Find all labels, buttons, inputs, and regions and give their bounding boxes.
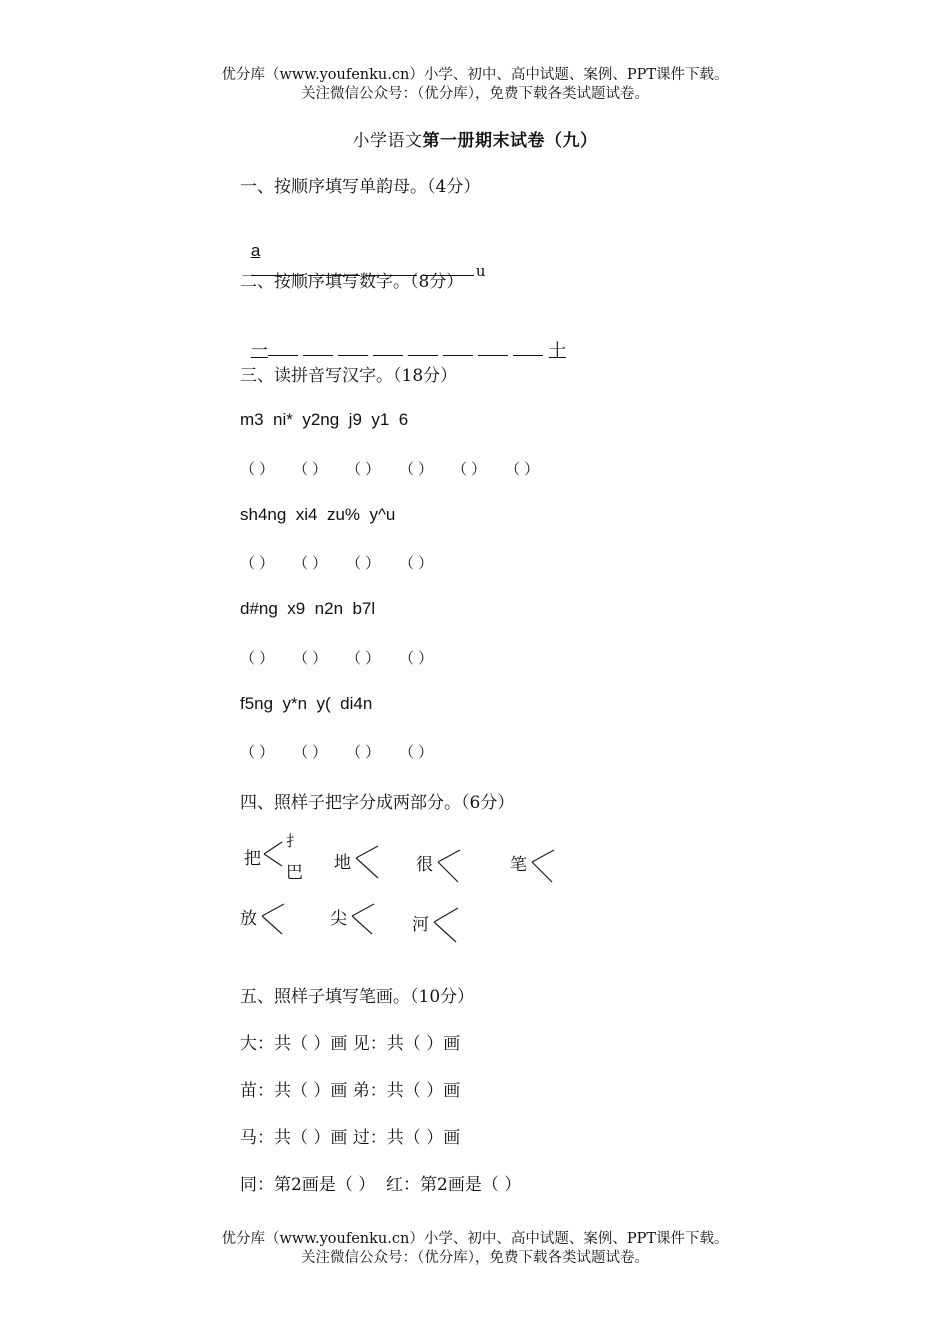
split-char: 河 <box>412 915 429 935</box>
section2-heading: 二、按顺序填写数字。（8分） <box>240 272 464 292</box>
split-lines-icon <box>240 898 330 958</box>
answer-paren[interactable]: （ ） <box>240 744 275 761</box>
answer-paren[interactable]: （ ） <box>505 461 540 478</box>
blank[interactable] <box>373 341 403 356</box>
footer-line-2: 关注微信公众号：（优分库），免费下载各类试题试卷。 <box>301 1250 649 1266</box>
blank[interactable] <box>513 341 543 356</box>
split-part-bottom: 巴 <box>286 863 303 883</box>
split-example-ba <box>242 830 332 890</box>
header-line-2: 关注微信公众号：（优分库），免费下载各类试题试卷。 <box>301 86 649 102</box>
split-lines-icon <box>334 842 424 902</box>
section2-answer-line <box>240 316 566 361</box>
split-item-di <box>334 842 424 902</box>
title-prefix: 小学语文 <box>352 131 423 151</box>
section2-start: 一 <box>250 341 268 361</box>
section1-end: u <box>475 262 486 280</box>
section3-heading: 三、读拼音写汉字。（18分） <box>240 366 458 386</box>
title-bold: 第一册期末试卷（九） <box>422 131 598 151</box>
section2-end: 十 <box>548 341 566 361</box>
split-item-bi <box>508 844 598 904</box>
split-item-fang <box>240 898 330 958</box>
answer-paren[interactable]: （ ） <box>293 461 328 478</box>
page-header <box>0 66 950 104</box>
answer-paren[interactable]: （ ） <box>346 555 381 572</box>
split-part-top: 扌 <box>286 832 302 850</box>
pinyin-row-4: f5ng y*n y( di4n <box>240 694 373 713</box>
answer-paren[interactable]: （ ） <box>452 461 487 478</box>
section5-heading: 五、照样子填写笔画。（10分） <box>240 987 475 1007</box>
split-char: 很 <box>416 855 433 875</box>
answer-paren[interactable]: （ ） <box>240 650 275 667</box>
split-char: 笔 <box>510 855 527 875</box>
split-char: 放 <box>240 909 257 929</box>
split-char: 把 <box>244 849 261 869</box>
paren-row-2 <box>240 552 452 573</box>
answer-paren[interactable]: （ ） <box>346 650 381 667</box>
page-title <box>0 126 950 151</box>
stroke-line-1: 大：共（ ）画 见：共（ ）画 <box>240 1034 461 1054</box>
answer-paren[interactable]: （ ） <box>346 461 381 478</box>
answer-paren[interactable]: （ ） <box>293 744 328 761</box>
split-lines-icon <box>508 844 598 904</box>
split-lines-icon <box>414 844 504 904</box>
paren-row-4 <box>240 741 452 762</box>
answer-paren[interactable]: （ ） <box>399 650 434 667</box>
split-item-hen <box>414 844 504 904</box>
split-char: 尖 <box>330 909 347 929</box>
section4-heading: 四、照样子把字分成两部分。（6分） <box>240 793 515 813</box>
pinyin-row-3: d#ng x9 n2n b7l <box>240 599 376 618</box>
split-char: 地 <box>334 853 351 873</box>
answer-paren[interactable]: （ ） <box>240 555 275 572</box>
split-item-he <box>412 902 502 962</box>
blank[interactable] <box>478 341 508 356</box>
split-item-jian <box>330 898 420 958</box>
stroke-line-2: 苗：共（ ）画 弟：共（ ）画 <box>240 1081 461 1101</box>
footer-line-1: 优分库（www.youfenku.cn）小学、初中、高中试题、案例、PPT课件下载。 <box>221 1231 729 1247</box>
blank[interactable] <box>443 341 473 356</box>
split-lines-icon <box>330 898 420 958</box>
answer-paren[interactable]: （ ） <box>293 555 328 572</box>
section1-heading: 一、按顺序填写单韵母。（4分） <box>240 177 481 197</box>
answer-paren[interactable]: （ ） <box>399 461 434 478</box>
stroke-line-4: 同：第2画是（ ） 红：第2画是（ ） <box>240 1175 522 1195</box>
blank[interactable] <box>303 341 333 356</box>
section1-start: a <box>250 241 261 260</box>
pinyin-row-1: m3 ni* y2ng j9 y1 6 <box>240 410 409 429</box>
answer-paren[interactable]: （ ） <box>399 744 434 761</box>
blank[interactable] <box>338 341 368 356</box>
pinyin-row-2: sh4ng xi4 zu% y^u <box>240 505 396 524</box>
paren-row-1 <box>240 458 558 479</box>
answer-paren[interactable]: （ ） <box>240 461 275 478</box>
stroke-line-3: 马：共（ ）画 过：共（ ）画 <box>240 1128 461 1148</box>
page-footer <box>0 1230 950 1268</box>
blank[interactable] <box>408 341 438 356</box>
header-line-1: 优分库（www.youfenku.cn）小学、初中、高中试题、案例、PPT课件下载。 <box>221 67 729 83</box>
split-lines-icon <box>412 902 502 962</box>
answer-paren[interactable]: （ ） <box>293 650 328 667</box>
blank[interactable] <box>268 341 298 356</box>
paren-row-3 <box>240 647 452 668</box>
answer-paren[interactable]: （ ） <box>399 555 434 572</box>
answer-paren[interactable]: （ ） <box>346 744 381 761</box>
